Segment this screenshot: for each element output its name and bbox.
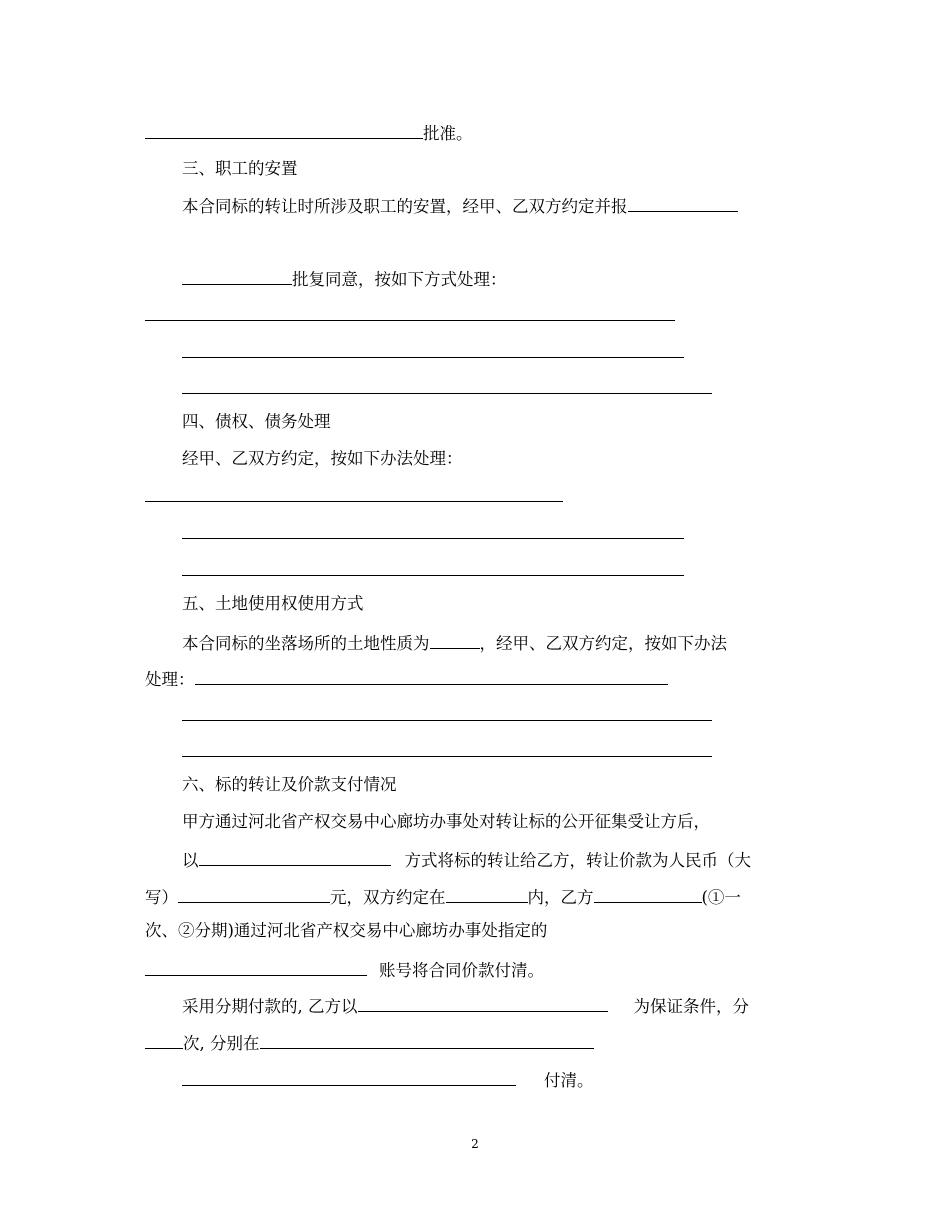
final-payment-blank bbox=[182, 1067, 516, 1086]
section-5-para-1-text-a: 本合同标的坐落场所的土地性质为 bbox=[182, 634, 430, 653]
fill-line bbox=[145, 320, 675, 321]
section-3-para-1-text: 本合同标的转让时所涉及职工的安置，经甲、乙双方约定并报 bbox=[182, 197, 628, 216]
section-4-heading: 四、债权、债务处理 bbox=[182, 412, 331, 431]
section-6-para-7 bbox=[145, 1030, 594, 1055]
page-number: 2 bbox=[471, 1137, 479, 1151]
section-6-para-3 bbox=[145, 884, 741, 909]
approval-line bbox=[145, 120, 473, 145]
section-6-para-6 bbox=[182, 993, 749, 1018]
account-blank bbox=[145, 957, 367, 976]
guarantee-blank bbox=[358, 993, 608, 1012]
section-6-para-2 bbox=[182, 847, 751, 872]
fill-line bbox=[182, 575, 684, 576]
installment-count-blank bbox=[145, 1030, 183, 1049]
section-6-para-3-text-c: 内，乙方 bbox=[527, 888, 594, 907]
land-nature-blank bbox=[430, 630, 480, 649]
section-6-para-2-text-a: 以 bbox=[182, 851, 199, 870]
section-6-para-4: 次、②分期)通过河北省产权交易中心廊坊办事处指定的 bbox=[145, 921, 548, 940]
payment-period-blank bbox=[446, 884, 528, 903]
fill-line bbox=[182, 720, 712, 721]
report-to-blank bbox=[628, 193, 738, 212]
section-6-para-3-text-d: (①一 bbox=[701, 888, 741, 907]
section-6-para-8 bbox=[182, 1067, 594, 1092]
section-3-heading: 三、职工的安置 bbox=[182, 159, 298, 178]
section-3-para-2 bbox=[182, 266, 507, 291]
section-6-para-5 bbox=[145, 957, 544, 982]
section-6-para-5-text: 账号将合同价款付清。 bbox=[379, 961, 544, 980]
section-3-para-1 bbox=[182, 193, 738, 218]
section-5-para-2-text: 处理： bbox=[145, 670, 195, 689]
section-5-para-1 bbox=[182, 630, 727, 655]
fill-line bbox=[145, 501, 563, 502]
section-6-para-6-text-b: 为保证条件，分 bbox=[633, 997, 749, 1016]
approver-blank bbox=[182, 266, 292, 285]
fill-line bbox=[182, 538, 684, 539]
section-6-para-2-text-b: 方式将标的转让给乙方，转让价款为人民币（大 bbox=[404, 851, 751, 870]
section-5-para-1-text-b: ，经甲、乙双方约定，按如下办法 bbox=[479, 634, 727, 653]
section-5-heading: 五、土地使用权使用方式 bbox=[182, 594, 364, 613]
section-6-para-3-text-b: 元，双方约定在 bbox=[330, 888, 446, 907]
section-6-para-7-text: 次, 分别在 bbox=[183, 1034, 260, 1053]
section-3-para-2-text: 批复同意，按如下方式处理： bbox=[292, 270, 507, 289]
approval-text: 批准。 bbox=[423, 124, 473, 143]
section-6-heading: 六、标的转让及价款支付情况 bbox=[182, 775, 397, 794]
fill-line bbox=[182, 357, 684, 358]
handling-blank bbox=[195, 666, 668, 685]
transfer-method-blank bbox=[199, 847, 391, 866]
section-6-para-8-text: 付清。 bbox=[544, 1071, 594, 1090]
fill-line bbox=[182, 393, 712, 394]
section-6-para-1: 甲方通过河北省产权交易中心廊坊办事处对转让标的公开征集受让方后， bbox=[182, 812, 710, 831]
section-6-para-3-text-a: 写） bbox=[145, 888, 178, 907]
fill-line bbox=[182, 756, 712, 757]
section-6-para-6-text-a: 采用分期付款的, 乙方以 bbox=[182, 997, 358, 1016]
approval-blank bbox=[145, 120, 423, 139]
price-in-words-blank bbox=[178, 884, 330, 903]
payment-method-blank bbox=[594, 884, 702, 903]
section-5-para-2 bbox=[145, 666, 668, 691]
installment-dates-blank bbox=[260, 1030, 594, 1049]
section-4-para-1: 经甲、乙双方约定，按如下办法处理： bbox=[182, 449, 463, 468]
